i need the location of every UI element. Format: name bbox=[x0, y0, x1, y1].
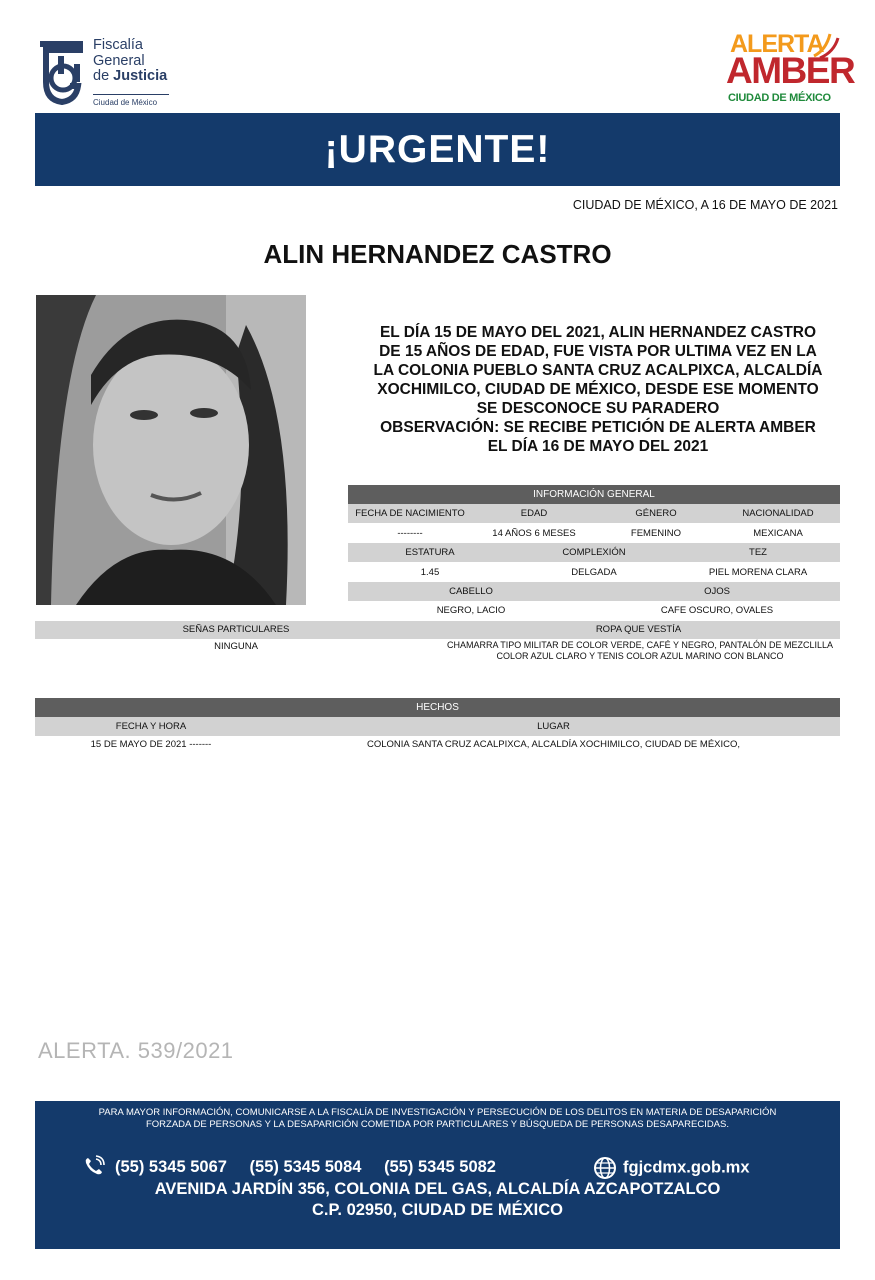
value-complexion: DELGADA bbox=[571, 567, 617, 578]
header-fecha-hora: FECHA Y HORA bbox=[115, 721, 187, 732]
header-senas: SEÑAS PARTICULARES bbox=[182, 624, 290, 635]
value-lugar: COLONIA SANTA CRUZ ACALPIXCA, ALCALDÍA XOCHIMILCO, CIUDAD DE MÉXICO, bbox=[366, 739, 741, 750]
date-line: CIUDAD DE MÉXICO, A 16 DE MAYO DE 2021 bbox=[572, 198, 838, 212]
hechos-title: HECHOS bbox=[35, 698, 840, 717]
header-edad: EDAD bbox=[520, 508, 548, 519]
header-complexion: COMPLEXIÓN bbox=[562, 547, 626, 558]
amber-logo bbox=[726, 30, 855, 110]
website-link[interactable]: fgjcdmx.gob.mx bbox=[623, 1158, 750, 1177]
info-row2-header bbox=[348, 543, 840, 562]
value-senas: NINGUNA bbox=[214, 641, 258, 652]
narrative-line: XOCHIMILCO, CIUDAD DE MÉXICO, DESDE ESE MOMENTO bbox=[377, 381, 819, 398]
fgj-logo-line3-bold: Justicia bbox=[113, 68, 168, 84]
narrative-line: EL DÍA 15 DE MAYO DEL 2021, ALIN HERNANDEZ CASTRO bbox=[379, 324, 817, 341]
address-line1: AVENIDA JARDÍN 356, COLONIA DEL GAS, ALCALDÍA AZCAPOTZALCO bbox=[154, 1180, 721, 1198]
header-tez: TEZ bbox=[749, 547, 767, 558]
value-fecha-nacimiento: -------- bbox=[397, 528, 423, 539]
phone-icon bbox=[83, 1155, 105, 1177]
globe-icon bbox=[593, 1156, 617, 1180]
fgj-logo bbox=[36, 34, 176, 110]
header-ropa: ROPA QUE VESTÍA bbox=[595, 624, 682, 635]
info-row3-header bbox=[348, 582, 840, 601]
narrative-line: SE DESCONOCE SU PARADERO bbox=[476, 400, 720, 417]
amber-logo-line1: ALERTA bbox=[730, 30, 824, 58]
narrative-line: OBSERVACIÓN: SE RECIBE PETICIÓN DE ALERTA AMBER bbox=[380, 419, 816, 436]
value-tez: PIEL MORENA CLARA bbox=[708, 567, 808, 578]
value-ropa: CHAMARRA TIPO MILITAR DE COLOR VERDE, CAFÉ Y NEGRO, PANTALÓN DE MEZCLILLA COLOR AZUL CLARO Y TENIS COLOR AZUL MARINO CON BLANCO bbox=[446, 640, 834, 661]
address-line2: C.P. 02950, CIUDAD DE MÉXICO bbox=[312, 1201, 563, 1219]
fgj-logo-sub: Ciudad de México bbox=[93, 94, 169, 107]
amber-logo-line3: CIUDAD DE MÉXICO bbox=[728, 92, 831, 104]
footer-info bbox=[35, 1107, 840, 1131]
value-estatura: 1.45 bbox=[420, 567, 440, 578]
header-ojos: OJOS bbox=[704, 586, 730, 597]
alert-number: ALERTA. 539/2021 bbox=[38, 1038, 234, 1063]
value-nacionalidad: MEXICANA bbox=[753, 528, 803, 539]
person-photo bbox=[36, 295, 306, 605]
amber-logo-line2: AMBER bbox=[726, 50, 855, 91]
header-genero: GÉNERO bbox=[635, 508, 677, 519]
header-fecha-nacimiento: FECHA DE NACIMIENTO bbox=[355, 508, 465, 519]
value-ojos: CAFE OSCURO, OVALES bbox=[660, 605, 774, 616]
info-row1-header bbox=[348, 504, 840, 523]
header-cabello: CABELLO bbox=[449, 586, 493, 597]
fgj-logo-icon bbox=[36, 38, 86, 108]
senas-ropa-header bbox=[35, 621, 840, 639]
fgj-logo-line2: General bbox=[93, 52, 145, 69]
narrative-line: DE 15 AÑOS DE EDAD, FUE VISTA POR ULTIMA VEZ EN LA bbox=[379, 343, 817, 360]
person-name: ALIN HERNANDEZ CASTRO bbox=[263, 239, 612, 269]
hechos-header bbox=[35, 717, 840, 736]
footer-info-line: PARA MAYOR INFORMACIÓN, COMUNICARSE A LA FISCALÍA DE INVESTIGACIÓN Y PERSECUCIÓN DE LOS DELITOS EN MATERIA DE DESAPARICIÓN bbox=[98, 1107, 777, 1118]
value-edad: 14 AÑOS 6 MESES bbox=[492, 528, 576, 539]
amber-swoosh-icon bbox=[812, 30, 842, 60]
value-genero: FEMENINO bbox=[630, 528, 682, 539]
value-cabello: NEGRO, LACIO bbox=[436, 605, 506, 616]
header-nacionalidad: NACIONALIDAD bbox=[742, 508, 814, 519]
info-title: INFORMACIÓN GENERAL bbox=[348, 485, 840, 504]
fgj-logo-line3-prefix: de bbox=[93, 68, 114, 84]
phone-number[interactable]: (55) 5345 5067 bbox=[115, 1158, 227, 1176]
narrative-line: LA COLONIA PUEBLO SANTA CRUZ ACALPIXCA, ALCALDÍA bbox=[373, 362, 823, 379]
fgj-logo-line1: Fiscalía bbox=[93, 37, 143, 53]
website bbox=[593, 1156, 750, 1180]
phone-number[interactable]: (55) 5345 5082 bbox=[384, 1158, 496, 1176]
value-fecha-hora: 15 DE MAYO DE 2021 ------- bbox=[90, 739, 212, 750]
header-estatura: ESTATURA bbox=[405, 547, 455, 558]
footer-info-line: FORZADA DE PERSONAS Y LA DESAPARICIÓN COMETIDA POR PARTICULARES Y BÚSQUEDA DE PERSONAS DESAPARECIDAS. bbox=[145, 1119, 729, 1130]
header-lugar: LUGAR bbox=[537, 721, 570, 732]
urgent-banner: ¡URGENTE! bbox=[35, 113, 840, 186]
phone-number[interactable]: (55) 5345 5084 bbox=[249, 1158, 362, 1176]
footer bbox=[35, 1101, 840, 1249]
phones bbox=[115, 1158, 514, 1177]
narrative bbox=[350, 323, 846, 456]
narrative-line: EL DÍA 16 DE MAYO DEL 2021 bbox=[487, 438, 709, 455]
